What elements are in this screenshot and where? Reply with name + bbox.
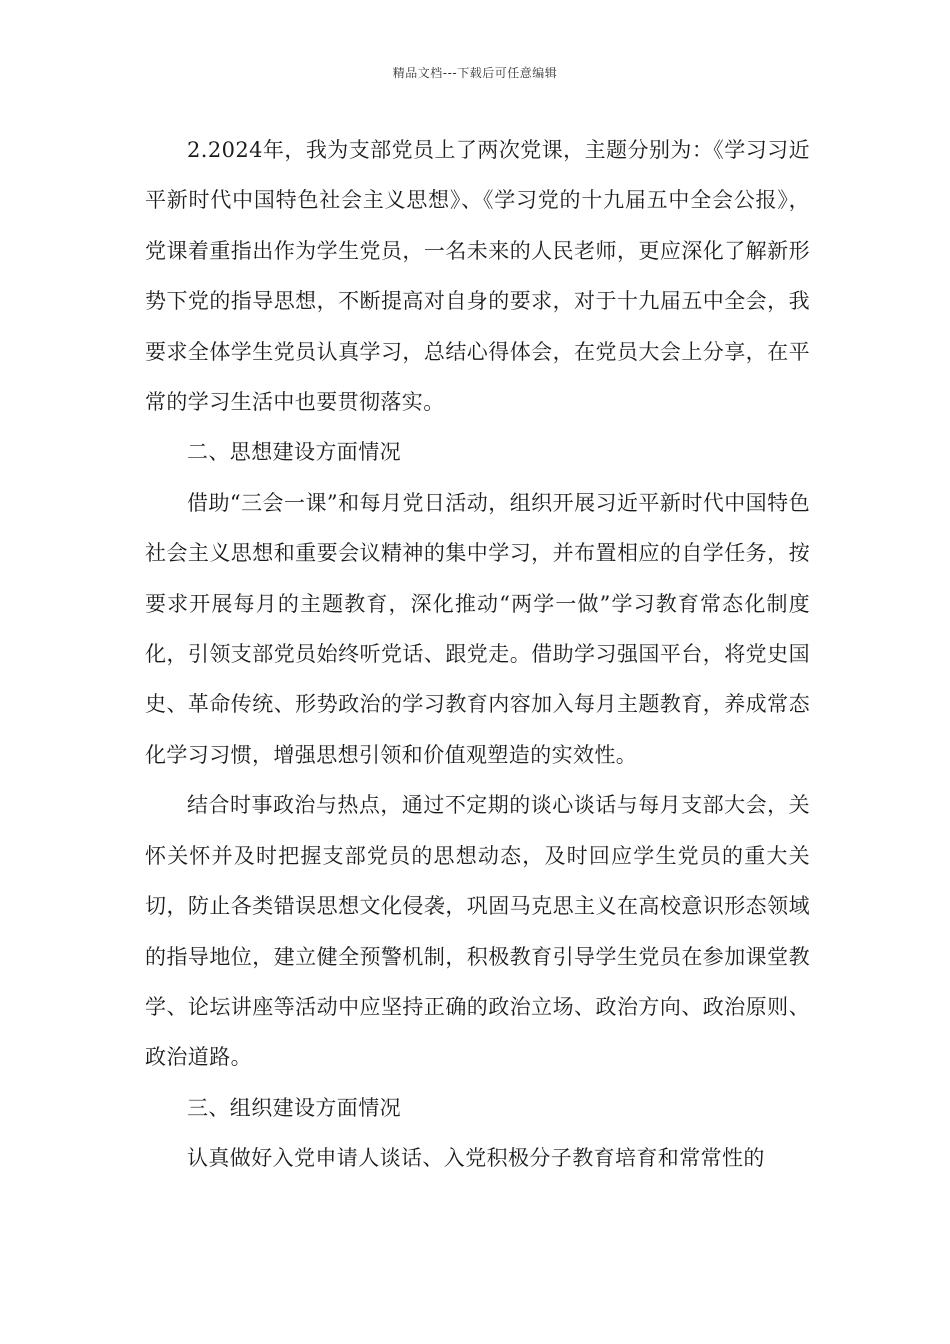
section-heading-ideology: 二、思想建设方面情况 [187, 440, 401, 465]
page-header: 精品文档---下载后可任意编辑 [392, 66, 558, 80]
paragraph-study-activities: 借助“三会一课”和每月党日活动，组织开展习近平新时代中国特色社会主义思想和重要会议精神的集中学习，并布置相应的自学任务，按要求开展每月的主题教育，深化推动“两学一做”学习教育常态化制度化，引领支部党员始终听党话、跟党走。借助学习强国平台，将党史国史、革命传统、形势政治的学习教育内容加入每月主题教育，养成常态化学习习惯，增强思想引领和价值观塑造的实效性。 [145, 490, 810, 767]
paragraph-party-lectures: 2.2024年，我为支部党员上了两次党课，主题分别为：《学习习近平新时代中国特色社会主义思想》、《学习党的十九届五中全会公报》，党课着重指出作为学生党员，一名未来的人民老师，更应深化了解新形势下党的指导思想，不断提高对自身的要求，对于十九届五中全会，我要求全体学生党员认真学习，总结心得体会，在党员大会上分享，在平常的学习生活中也要贯彻落实。 [145, 138, 810, 415]
document-body [145, 125, 810, 1184]
paragraph-organization-start: 认真做好入党申请人谈话、入党积极分子教育培育和常常性的 [187, 1146, 765, 1171]
paragraph-current-affairs: 结合时事政治与热点，通过不定期的谈心谈话与每月支部大会，关怀关怀并及时把握支部党员的思想动态，及时回应学生党员的重大关切，防止各类错误思想文化侵袭，巩固马克思主义在高校意识形态领域的指导地位，建立健全预警机制，积极教育引导学生党员在参加课堂教学、论坛讲座等活动中应坚持正确的政治立场、政治方向、政治原则、政治道路。 [145, 793, 810, 1070]
section-heading-organization: 三、组织建设方面情况 [187, 1095, 401, 1120]
